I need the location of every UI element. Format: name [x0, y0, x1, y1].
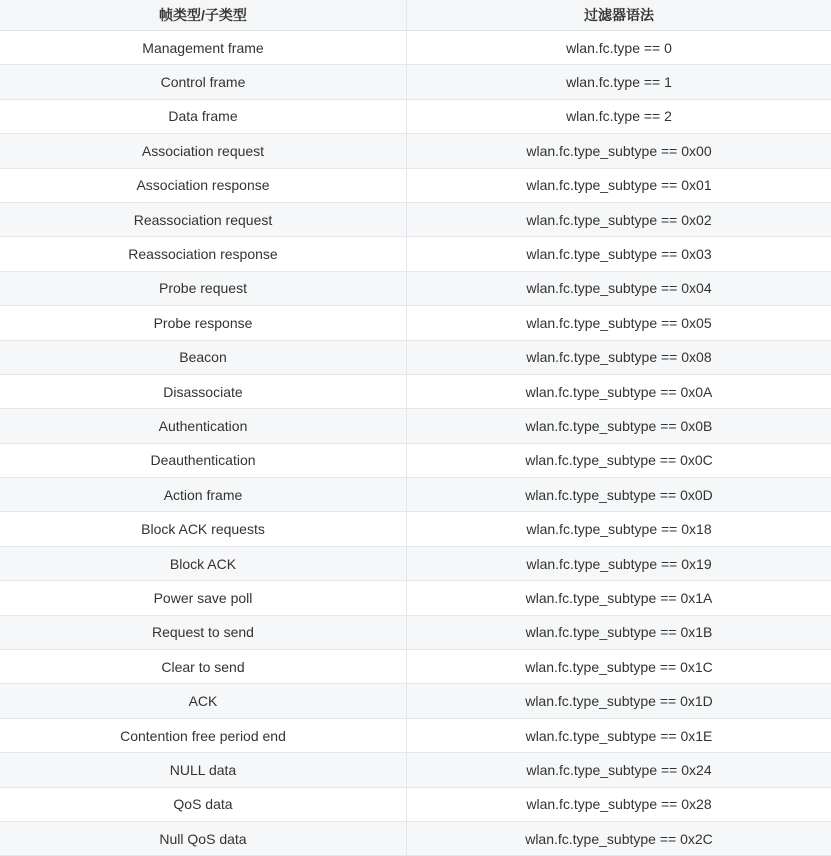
filter-syntax-cell: wlan.fc.type_subtype == 0x18: [406, 512, 831, 546]
table-row: [0, 615, 831, 649]
frame-type-cell: Block ACK requests: [0, 512, 406, 546]
frame-type-cell: Authentication: [0, 409, 406, 443]
filter-syntax-cell: wlan.fc.type_subtype == 0x1C: [406, 650, 831, 684]
frame-type-cell: Reassociation response: [0, 237, 406, 271]
frame-type-cell: Contention free period end: [0, 718, 406, 752]
table-row: [0, 134, 831, 168]
filter-syntax-cell: wlan.fc.type_subtype == 0x1B: [406, 615, 831, 649]
filter-syntax-cell: wlan.fc.type_subtype == 0x2C: [406, 821, 831, 855]
table-row: [0, 753, 831, 787]
table-row: [0, 478, 831, 512]
table-row: [0, 443, 831, 477]
header-frame-type: 帧类型/子类型: [0, 0, 406, 31]
filter-syntax-cell: wlan.fc.type_subtype == 0x0A: [406, 374, 831, 408]
table-row: [0, 512, 831, 546]
table-row: [0, 581, 831, 615]
table-row: [0, 237, 831, 271]
table-body: [0, 31, 831, 856]
table-row: [0, 409, 831, 443]
table-row: [0, 340, 831, 374]
frame-type-cell: Association request: [0, 134, 406, 168]
header-filter-syntax: 过滤器语法: [406, 0, 831, 31]
frame-type-cell: Power save poll: [0, 581, 406, 615]
frame-type-cell: Beacon: [0, 340, 406, 374]
filter-syntax-cell: wlan.fc.type_subtype == 0x02: [406, 202, 831, 236]
filter-syntax-cell: wlan.fc.type_subtype == 0x24: [406, 753, 831, 787]
frame-type-cell: Action frame: [0, 478, 406, 512]
frame-type-cell: Null QoS data: [0, 821, 406, 855]
table-row: [0, 374, 831, 408]
filter-syntax-cell: wlan.fc.type == 0: [406, 31, 831, 65]
table-row: [0, 787, 831, 821]
table-row: [0, 650, 831, 684]
frame-type-cell: Clear to send: [0, 650, 406, 684]
filter-syntax-cell: wlan.fc.type_subtype == 0x00: [406, 134, 831, 168]
filter-syntax-cell: wlan.fc.type == 2: [406, 99, 831, 133]
filter-syntax-cell: wlan.fc.type_subtype == 0x08: [406, 340, 831, 374]
frame-type-cell: ACK: [0, 684, 406, 718]
table-row: [0, 168, 831, 202]
frame-type-cell: Data frame: [0, 99, 406, 133]
filter-syntax-cell: wlan.fc.type == 1: [406, 65, 831, 99]
table-row: [0, 684, 831, 718]
frame-type-cell: Association response: [0, 168, 406, 202]
filter-syntax-cell: wlan.fc.type_subtype == 0x0D: [406, 478, 831, 512]
table-row: [0, 821, 831, 855]
frame-type-cell: Reassociation request: [0, 202, 406, 236]
table-row: [0, 65, 831, 99]
frame-type-cell: Probe response: [0, 306, 406, 340]
table-row: [0, 546, 831, 580]
table-row: [0, 271, 831, 305]
frame-type-cell: QoS data: [0, 787, 406, 821]
table-row: [0, 31, 831, 65]
filter-syntax-cell: wlan.fc.type_subtype == 0x28: [406, 787, 831, 821]
filter-syntax-cell: wlan.fc.type_subtype == 0x05: [406, 306, 831, 340]
filter-syntax-cell: wlan.fc.type_subtype == 0x01: [406, 168, 831, 202]
frame-type-cell: Control frame: [0, 65, 406, 99]
filter-syntax-cell: wlan.fc.type_subtype == 0x0C: [406, 443, 831, 477]
frame-type-cell: Deauthentication: [0, 443, 406, 477]
filter-syntax-cell: wlan.fc.type_subtype == 0x19: [406, 546, 831, 580]
frame-type-cell: Disassociate: [0, 374, 406, 408]
table-row: [0, 99, 831, 133]
frame-type-cell: Management frame: [0, 31, 406, 65]
filter-syntax-cell: wlan.fc.type_subtype == 0x1A: [406, 581, 831, 615]
table-header: [0, 0, 831, 31]
table-row: [0, 718, 831, 752]
frame-type-cell: Probe request: [0, 271, 406, 305]
frame-type-cell: Block ACK: [0, 546, 406, 580]
filter-syntax-cell: wlan.fc.type_subtype == 0x1D: [406, 684, 831, 718]
table-row: [0, 306, 831, 340]
filter-syntax-cell: wlan.fc.type_subtype == 0x03: [406, 237, 831, 271]
frame-type-cell: NULL data: [0, 753, 406, 787]
table-row: [0, 202, 831, 236]
header-row: [0, 0, 831, 31]
filter-syntax-cell: wlan.fc.type_subtype == 0x1E: [406, 718, 831, 752]
frame-type-cell: Request to send: [0, 615, 406, 649]
filter-syntax-cell: wlan.fc.type_subtype == 0x0B: [406, 409, 831, 443]
filter-syntax-cell: wlan.fc.type_subtype == 0x04: [406, 271, 831, 305]
